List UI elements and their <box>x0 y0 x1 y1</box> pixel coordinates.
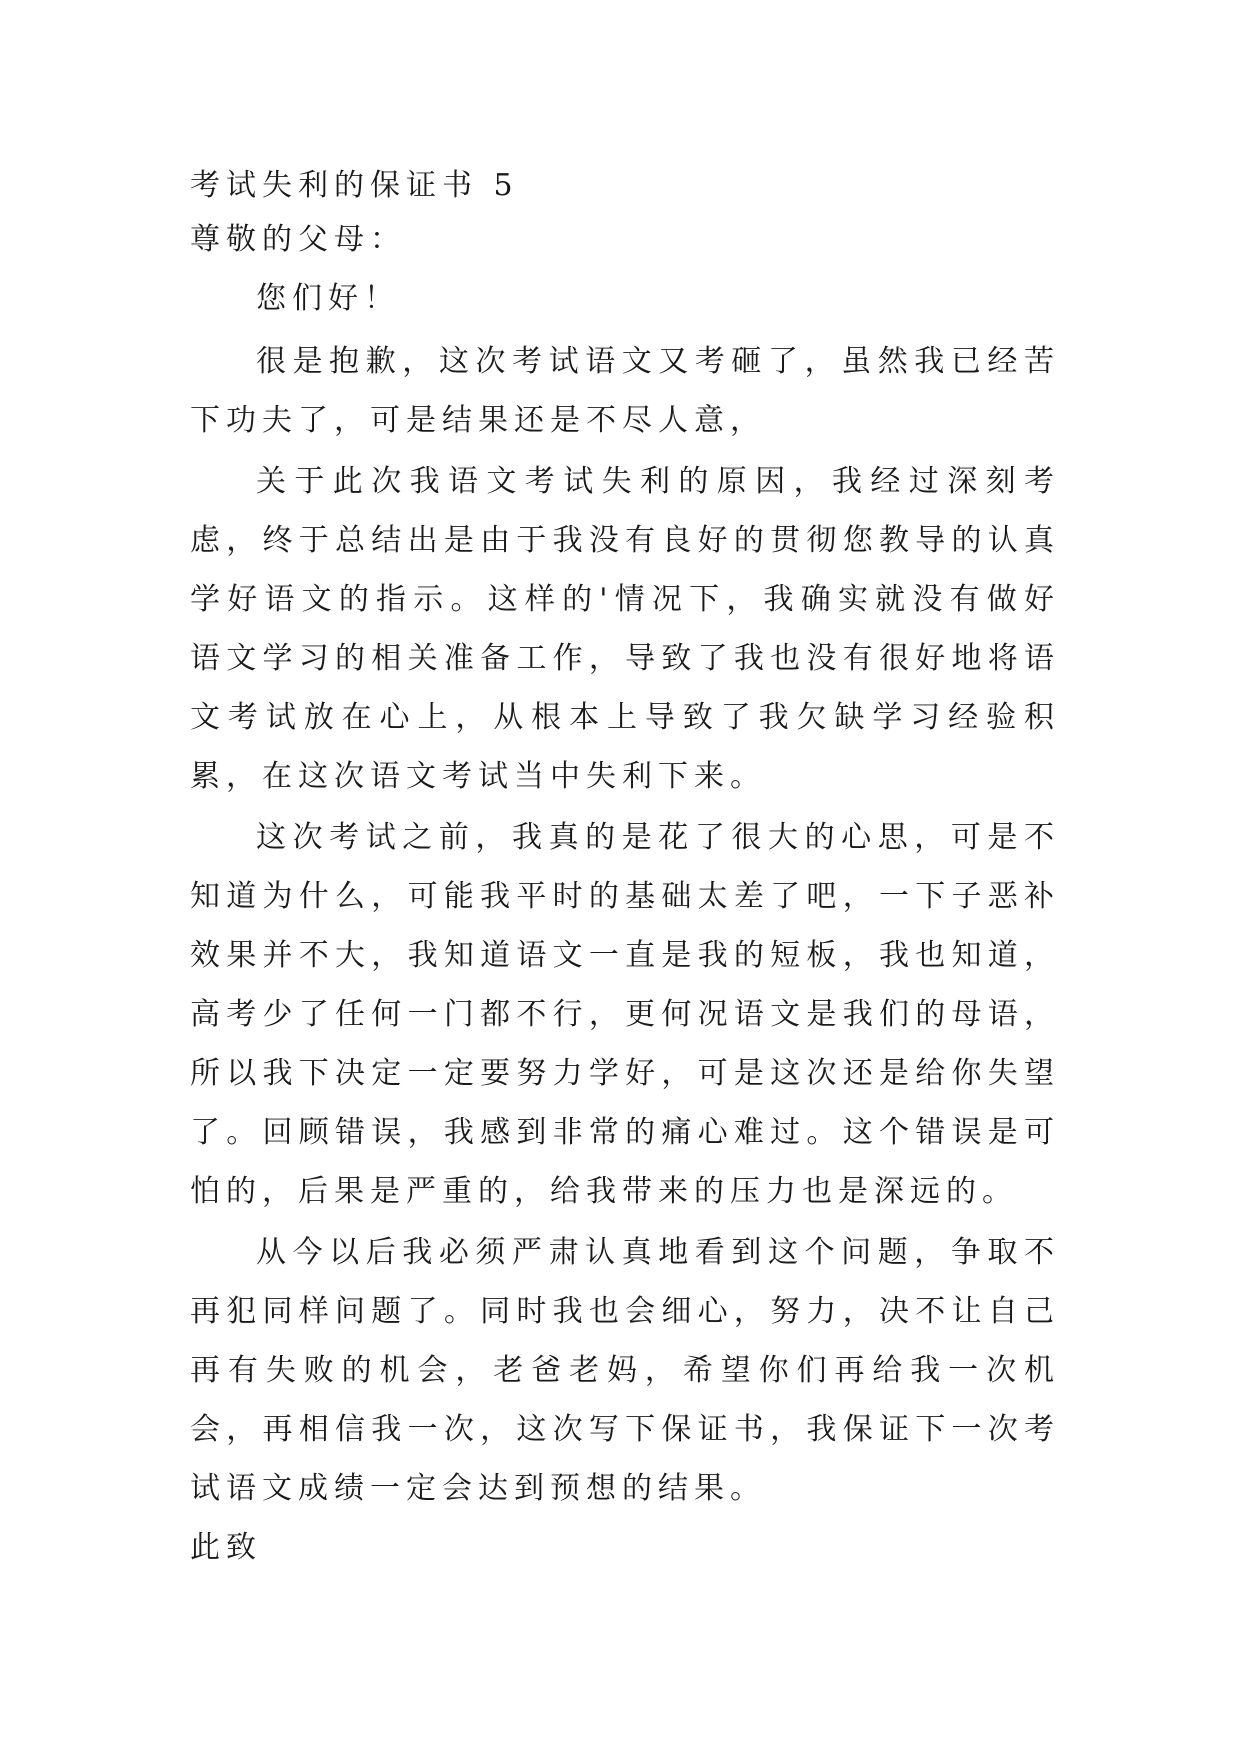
document-title: 考试失利的保证书 5 <box>190 168 519 203</box>
paragraph-effort: 这次考试之前，我真的是花了很大的心思，可是不知道为什么，可能我平时的基础太差了吧，一下子恶补效果并不大，我知道语文一直是我的短板，我也知道，高考少了任何一门都不行，更何况语文是我们的母语，所以我下决定一定要努力学好，可是这次还是给你失望了。回顾错误，我感到非常的痛心难过。这个错误是可怕的，后果是严重的，给我带来的压力也是深远的。 <box>190 820 1060 1209</box>
paragraph-reasons: 关于此次我语文考试失利的原因，我经过深刻考虑，终于总结出是由于我没有良好的贯彻您教导的认真学好语文的指示。这样的'情况下，我确实就没有做好语文学习的相关准备工作，导致了我也没有很好地将语文考试放在心上，从根本上导致了我欠缺学习经验积累，在这次语文考试当中失利下来。 <box>190 464 1060 794</box>
paragraph-apology: 很是抱歉，这次考试语文又考砸了，虽然我已经苦下功夫了，可是结果还是不尽人意， <box>190 344 1060 438</box>
salutation: 尊敬的父母： <box>190 222 406 257</box>
document-body <box>190 160 1060 1578</box>
paragraph-promise: 从今以后我必须严肃认真地看到这个问题，争取不再犯同样问题了。同时我也会细心，努力，决不让自己再有失败的机会，老爸老妈，希望你们再给我一次机会，再相信我一次，这次写下保证书，我保证下一次考试语文成绩一定会达到预想的结果。 <box>190 1235 1060 1506</box>
greeting: 您们好！ <box>256 281 400 316</box>
closing: 此致 <box>190 1530 262 1565</box>
